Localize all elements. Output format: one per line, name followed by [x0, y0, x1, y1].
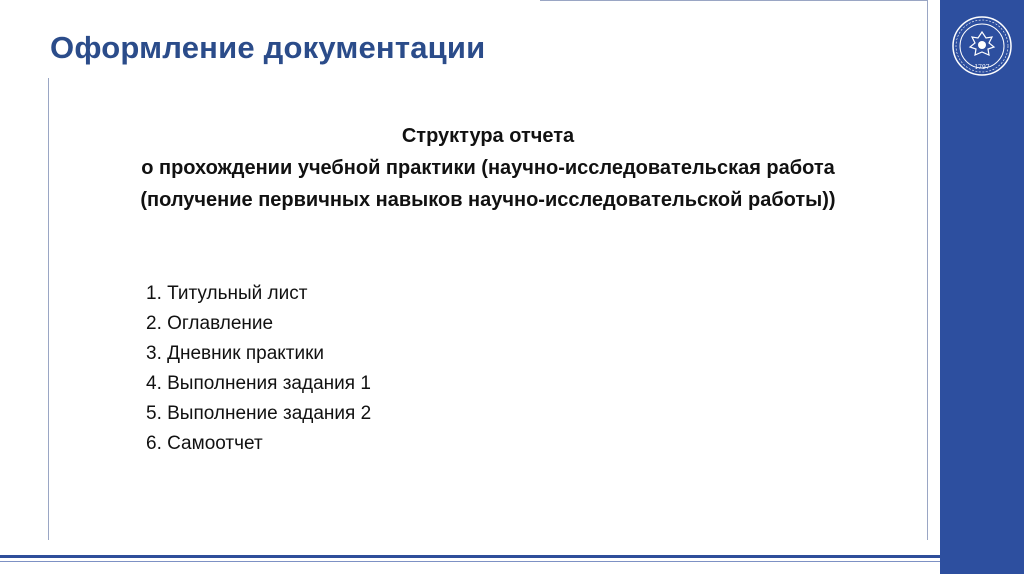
bottom-band: [0, 555, 940, 558]
seal-year: 1797: [974, 64, 990, 71]
heading-line-2: о прохождении учебной практики (научно-исследовательская работа: [141, 157, 835, 179]
university-seal-icon: [950, 10, 1014, 82]
right-sidebar: [940, 0, 1024, 574]
list-item: 3. Дневник практики: [146, 343, 325, 364]
frame-top-line: [540, 0, 928, 1]
bottom-band-thin: [0, 561, 940, 562]
report-structure-heading: [49, 120, 927, 216]
frame-right-line: [927, 0, 928, 540]
report-sections-list: [146, 279, 371, 459]
list-item: 4. Выполнения задания 1: [146, 373, 371, 394]
page-title: Оформление документации: [50, 30, 486, 65]
list-item: 2. Оглавление: [146, 313, 274, 334]
list-item: 6. Самоотчет: [146, 433, 263, 454]
list-item: 5. Выполнение задания 2: [146, 403, 372, 424]
heading-line-3: (получение первичных навыков научно-исследовательской работы)): [140, 189, 836, 211]
list-item: 1. Титульный лист: [146, 283, 308, 304]
heading-line-1: Структура отчета: [401, 125, 575, 147]
